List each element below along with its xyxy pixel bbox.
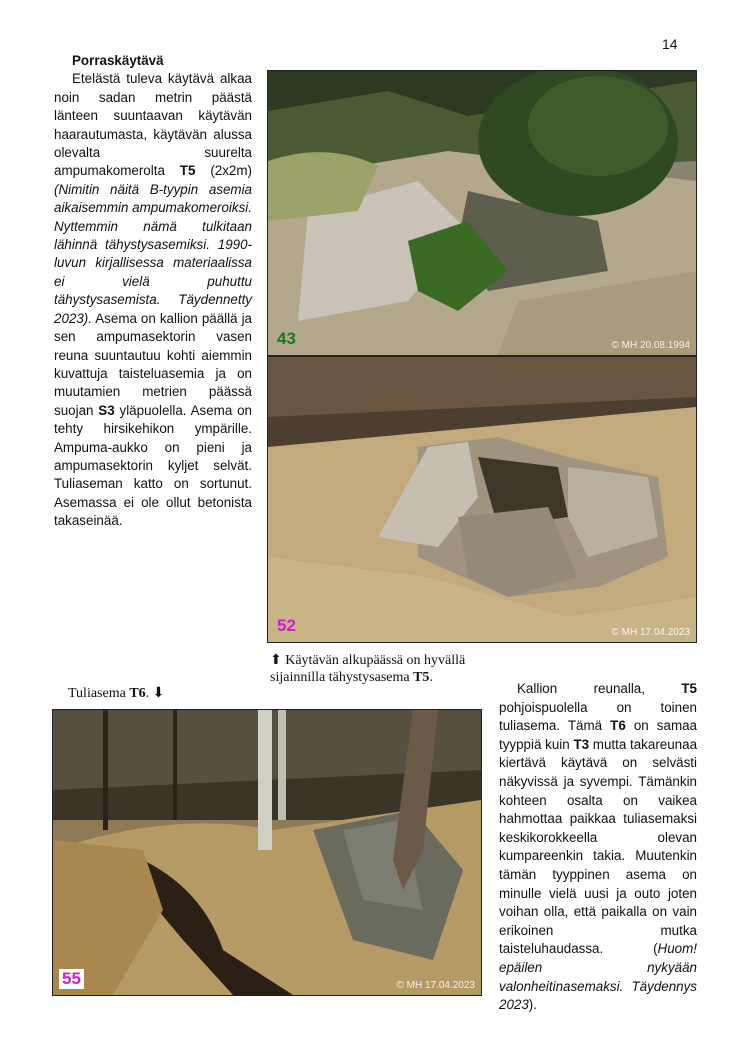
arrow-down-icon: ⬇ [152,686,165,701]
caption-end: . [145,686,153,701]
photo-52 [267,356,697,643]
photo-43-image [268,71,696,355]
photo-43 [267,70,697,356]
body-text: Etelästä tuleva käytävä alkaa noin sadan metrin päästä länteen suuntaavan käytävän haarautumasta, käytävän alussa olevalta suurelta ampumakomerolta [54,71,252,179]
body-text: ). [528,997,537,1013]
photo-55 [52,709,482,996]
text-column-right [499,680,697,1015]
label-t5: T5 [681,681,697,696]
photo-52-number: 52 [277,616,296,635]
body-text: yläpuolella. Asema on tehty hirsikehikon ympärille. Ampuma-aukko on pieni ja ampumasektorin kyljet selvät. Tuliaseman katto on sortunut. Asemassa ei ole ollut betonista takaseinää. [54,402,252,529]
body-text: Asema on kallion päällä ja sen ampumasektorin vasen reuna suuntautuu kohti aiemmin kuvattuja taisteluasemia ja on muutamien metrien päässä suojan [54,310,252,418]
body-text: Kallion reunalla, [517,681,682,696]
section-body [54,70,252,530]
caption-photo-55 [68,685,268,702]
caption-end: . [429,670,433,685]
photo-55-number: 55 [59,969,84,989]
arrow-up-icon: ⬆ [270,653,282,668]
body-text: pohjoispuolella on toinen tuliasema. Tämä [499,699,697,734]
photo-55-credit: © MH 17.04.2023 [396,980,475,991]
note-italic: Huom! epäilen nykyään valonheitinasemaksi. Täydennys 2023 [499,941,697,1013]
caption-photo-52 [270,652,485,686]
page-number: 14 [662,36,678,52]
photo-52-image [268,357,696,642]
photo-43-number: 43 [277,329,296,348]
label-t6: T6 [610,718,626,734]
section-heading: Porraskäytävä [72,53,164,68]
note-italic: (Nimitin näitä B-tyypin asemia aikaisemmin ampumakomeroiksi. Nyttemmin nämä tulkitaan lähinnä tähystysasemiksi. 1990-luvun kirjallisessa materiaalissa ei vielä puhuttu tähystysasemista. Täydennetty 2023). [54,181,252,326]
label-t3: T3 [573,736,590,752]
section2-body [499,680,697,1015]
body-text: on samaa tyyppiä kuin [499,718,697,752]
label-t5: T5 [179,163,196,179]
caption-label: T5 [413,670,430,685]
caption-label: T6 [129,686,146,701]
caption-text: Tuliasema [68,686,130,701]
body-text: (2x2m) [195,163,252,179]
body-text: mutta takareunaa kiertävä käytävä on selvästi näkyvissä ja syvempi. Tämänkin kohteen osalta on vaikea hahmottaa paikkaa tuliasemaksi keskikorokkeella olevan kumpareenkin takia. Muutenkin tämän tyyppinen asema on minulle vielä uusi ja outo joten voihan olla, että paikalla on vain erikoinen mutka taisteluhaudassa. ( [499,736,698,957]
photo-52-credit: © MH 17.04.2023 [611,627,690,638]
label-s3: S3 [98,402,115,418]
text-column-left [54,52,252,531]
caption-text: Käytävän alkupäässä on hyvällä sijainnilla tähystysasema [270,653,466,685]
photo-43-credit: © MH 20.08.1994 [611,340,690,351]
photo-55-image [53,710,481,995]
